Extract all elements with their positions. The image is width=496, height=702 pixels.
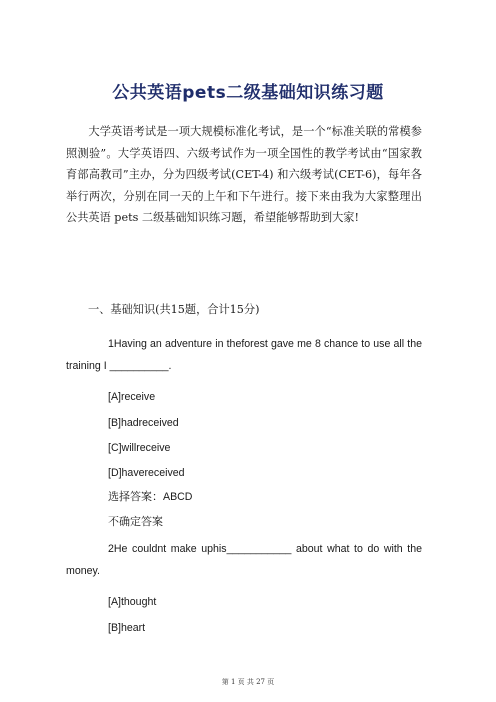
question-1-answer: [108, 489, 192, 505]
answer-value: ABCD: [163, 491, 193, 503]
question-2-option-a: [A]thought: [108, 596, 157, 608]
question-2-stem: 2He couldnt make uphis___________ about what to do with the money.: [66, 543, 422, 577]
question-1-option-d: [D]havereceived: [108, 467, 185, 479]
question-1-option-b: [B]hadreceived: [108, 417, 179, 429]
question-1-uncertain: 不确定答案: [108, 515, 163, 528]
question-1-stem: 1Having an adventure in theforest gave me 8 chance to use all the training I __________.: [66, 338, 422, 372]
document-title: 公共英语pets二级基础知识练习题: [112, 83, 384, 103]
page-footer: 第 1 页 共 27 页: [221, 678, 275, 686]
answer-label: 选择答案：: [108, 490, 163, 503]
question-1-option-a: [A]receive: [108, 391, 156, 403]
question-2-option-b: [B]heart: [108, 622, 146, 634]
section-heading: 一、基础知识(共15题，合计15分): [88, 303, 260, 316]
intro-paragraph: 大学英语考试是一项大规模标准化考试，是一个“标准关联的常模参照测验”。大学英语四、六级考试作为一项全国性的教学考试由“国家教育部高教司”主办，分为四级考试(CET-4) 和六级考试(CET-6)，每年各举行两次，分别在同一天的上午和下午进行。接下来由我为大家整理出公共英语 pets 二级基础知识练习题，希望能够帮助到大家!: [66, 125, 422, 225]
question-1-option-c: [C]willreceive: [108, 442, 171, 454]
